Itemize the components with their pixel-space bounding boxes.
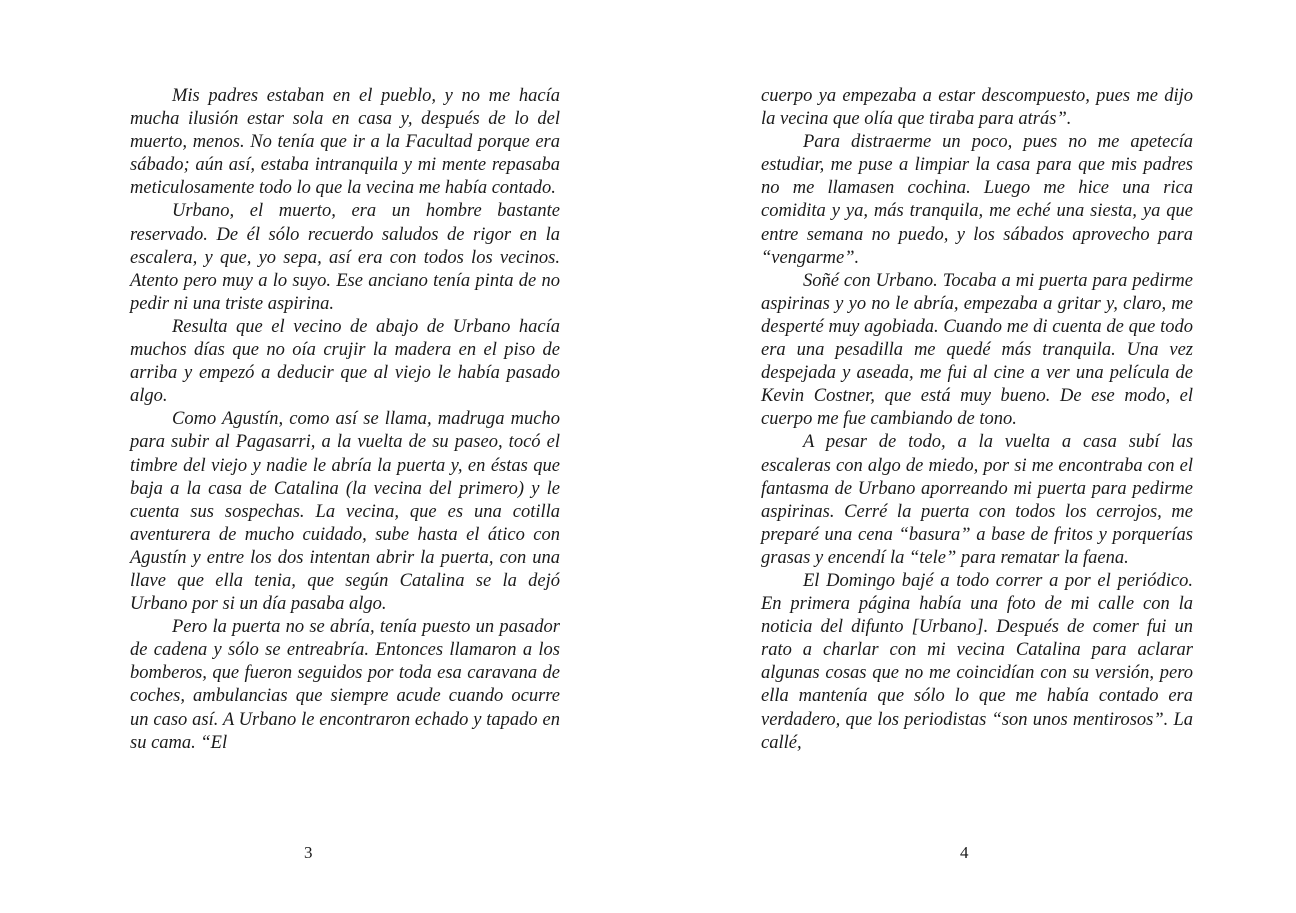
paragraph: Mis padres estaban en el pueblo, y no me hacía mucha ilusión estar sola en casa y, después de lo del muerto, menos. No tenía que ir a la Facultad porque era sábado; aún así, estaba intranquila y mi mente repasaba meticulosamente todo lo que la vecina me había contado. xyxy=(130,86,560,199)
paragraph: Para distraerme un poco, pues no me apetecía estudiar, me puse a limpiar la casa para que mis padres no me llamasen cochina. Luego me hice una rica comidita y ya, más tranquila, me eché una siesta, ya que entre semana no puedo, y los sábados aprovecho para “vengarme”. xyxy=(761,132,1193,268)
paragraph: Resulta que el vecino de abajo de Urbano hacía muchos días que no oía crujir la madera en el piso de arriba y empezó a deducir que al viejo le había pasado algo. xyxy=(130,316,560,407)
paragraph: El Domingo bajé a todo correr a por el periódico. En primera página había una foto de mi calle con la noticia del difunto [Urbano]. Después de comer fui un rato a charlar con mi vecina Catalina para aclarar algunas cosas que no me coincidían con su versión, pero ella mantenía que sólo lo que me había contado era verdadero, que los periodistas “son unos mentirosos”. La callé, xyxy=(761,570,1193,753)
paragraph: Como Agustín, como así se llama, madruga mucho para subir al Pagasarri, a la vuelta de su paseo, tocó el timbre del viejo y nadie le abría la puerta y, en éstas que baja a la casa de Catalina (la vecina del primero) y le cuenta sus sospechas. La vecina, que es una cotilla aventurera de mucho cuidado, sube hasta el ático con Agustín y entre los dos intentan abrir la puerta, con una llave que ella tenia, que según Catalina se la dejó Urbano por si un día pasaba algo. xyxy=(130,409,560,615)
paragraph: Pero la puerta no se abría, tenía puesto un pasador de cadena y sólo se entreabría. Entonces llamaron a los bomberos, que fueron seguidos por toda esa caravana de coches, ambulancias que siempre acude cuando ocurre un caso así. A Urbano le encontraron echado y tapado en su cama. “El xyxy=(130,617,560,753)
left-page-text xyxy=(130,85,560,755)
page-number: 3 xyxy=(304,843,313,862)
right-page-text xyxy=(761,85,1193,755)
page-number: 4 xyxy=(960,843,969,862)
right-page xyxy=(648,0,1296,913)
paragraph: Soñé con Urbano. Tocaba a mi puerta para pedirme aspirinas y yo no le abría, empezaba a gritar y, claro, me desperté muy agobiada. Cuando me di cuenta de que todo era una pesadilla me quedé más tranquila. Una vez despejada y aseada, me fui al cine a ver una película de Kevin Costner, que está muy bueno. De ese modo, el cuerpo me fue cambiando de tono. xyxy=(761,270,1193,430)
paragraph: A pesar de todo, a la vuelta a casa subí las escaleras con algo de miedo, por si me encontraba con el fantasma de Urbano aporreando mi puerta para pedirme aspirinas. Cerré la puerta con todos los cerrojos, me preparé una cena “basura” a base de fritos y porquerías grasas y encendí la “tele” para rematar la faena. xyxy=(761,432,1193,568)
paragraph: Urbano, el muerto, era un hombre bastante reservado. De él sólo recuerdo saludos de rigor en la escalera, y que, yo sepa, así era con todos los vecinos. Atento pero muy a lo suyo. Ese anciano tenía pinta de no pedir ni una triste aspirina. xyxy=(130,201,560,314)
paragraph-continuation: cuerpo ya empezaba a estar descompuesto, pues me dijo la vecina que olía que tiraba para atrás”. xyxy=(761,86,1193,130)
